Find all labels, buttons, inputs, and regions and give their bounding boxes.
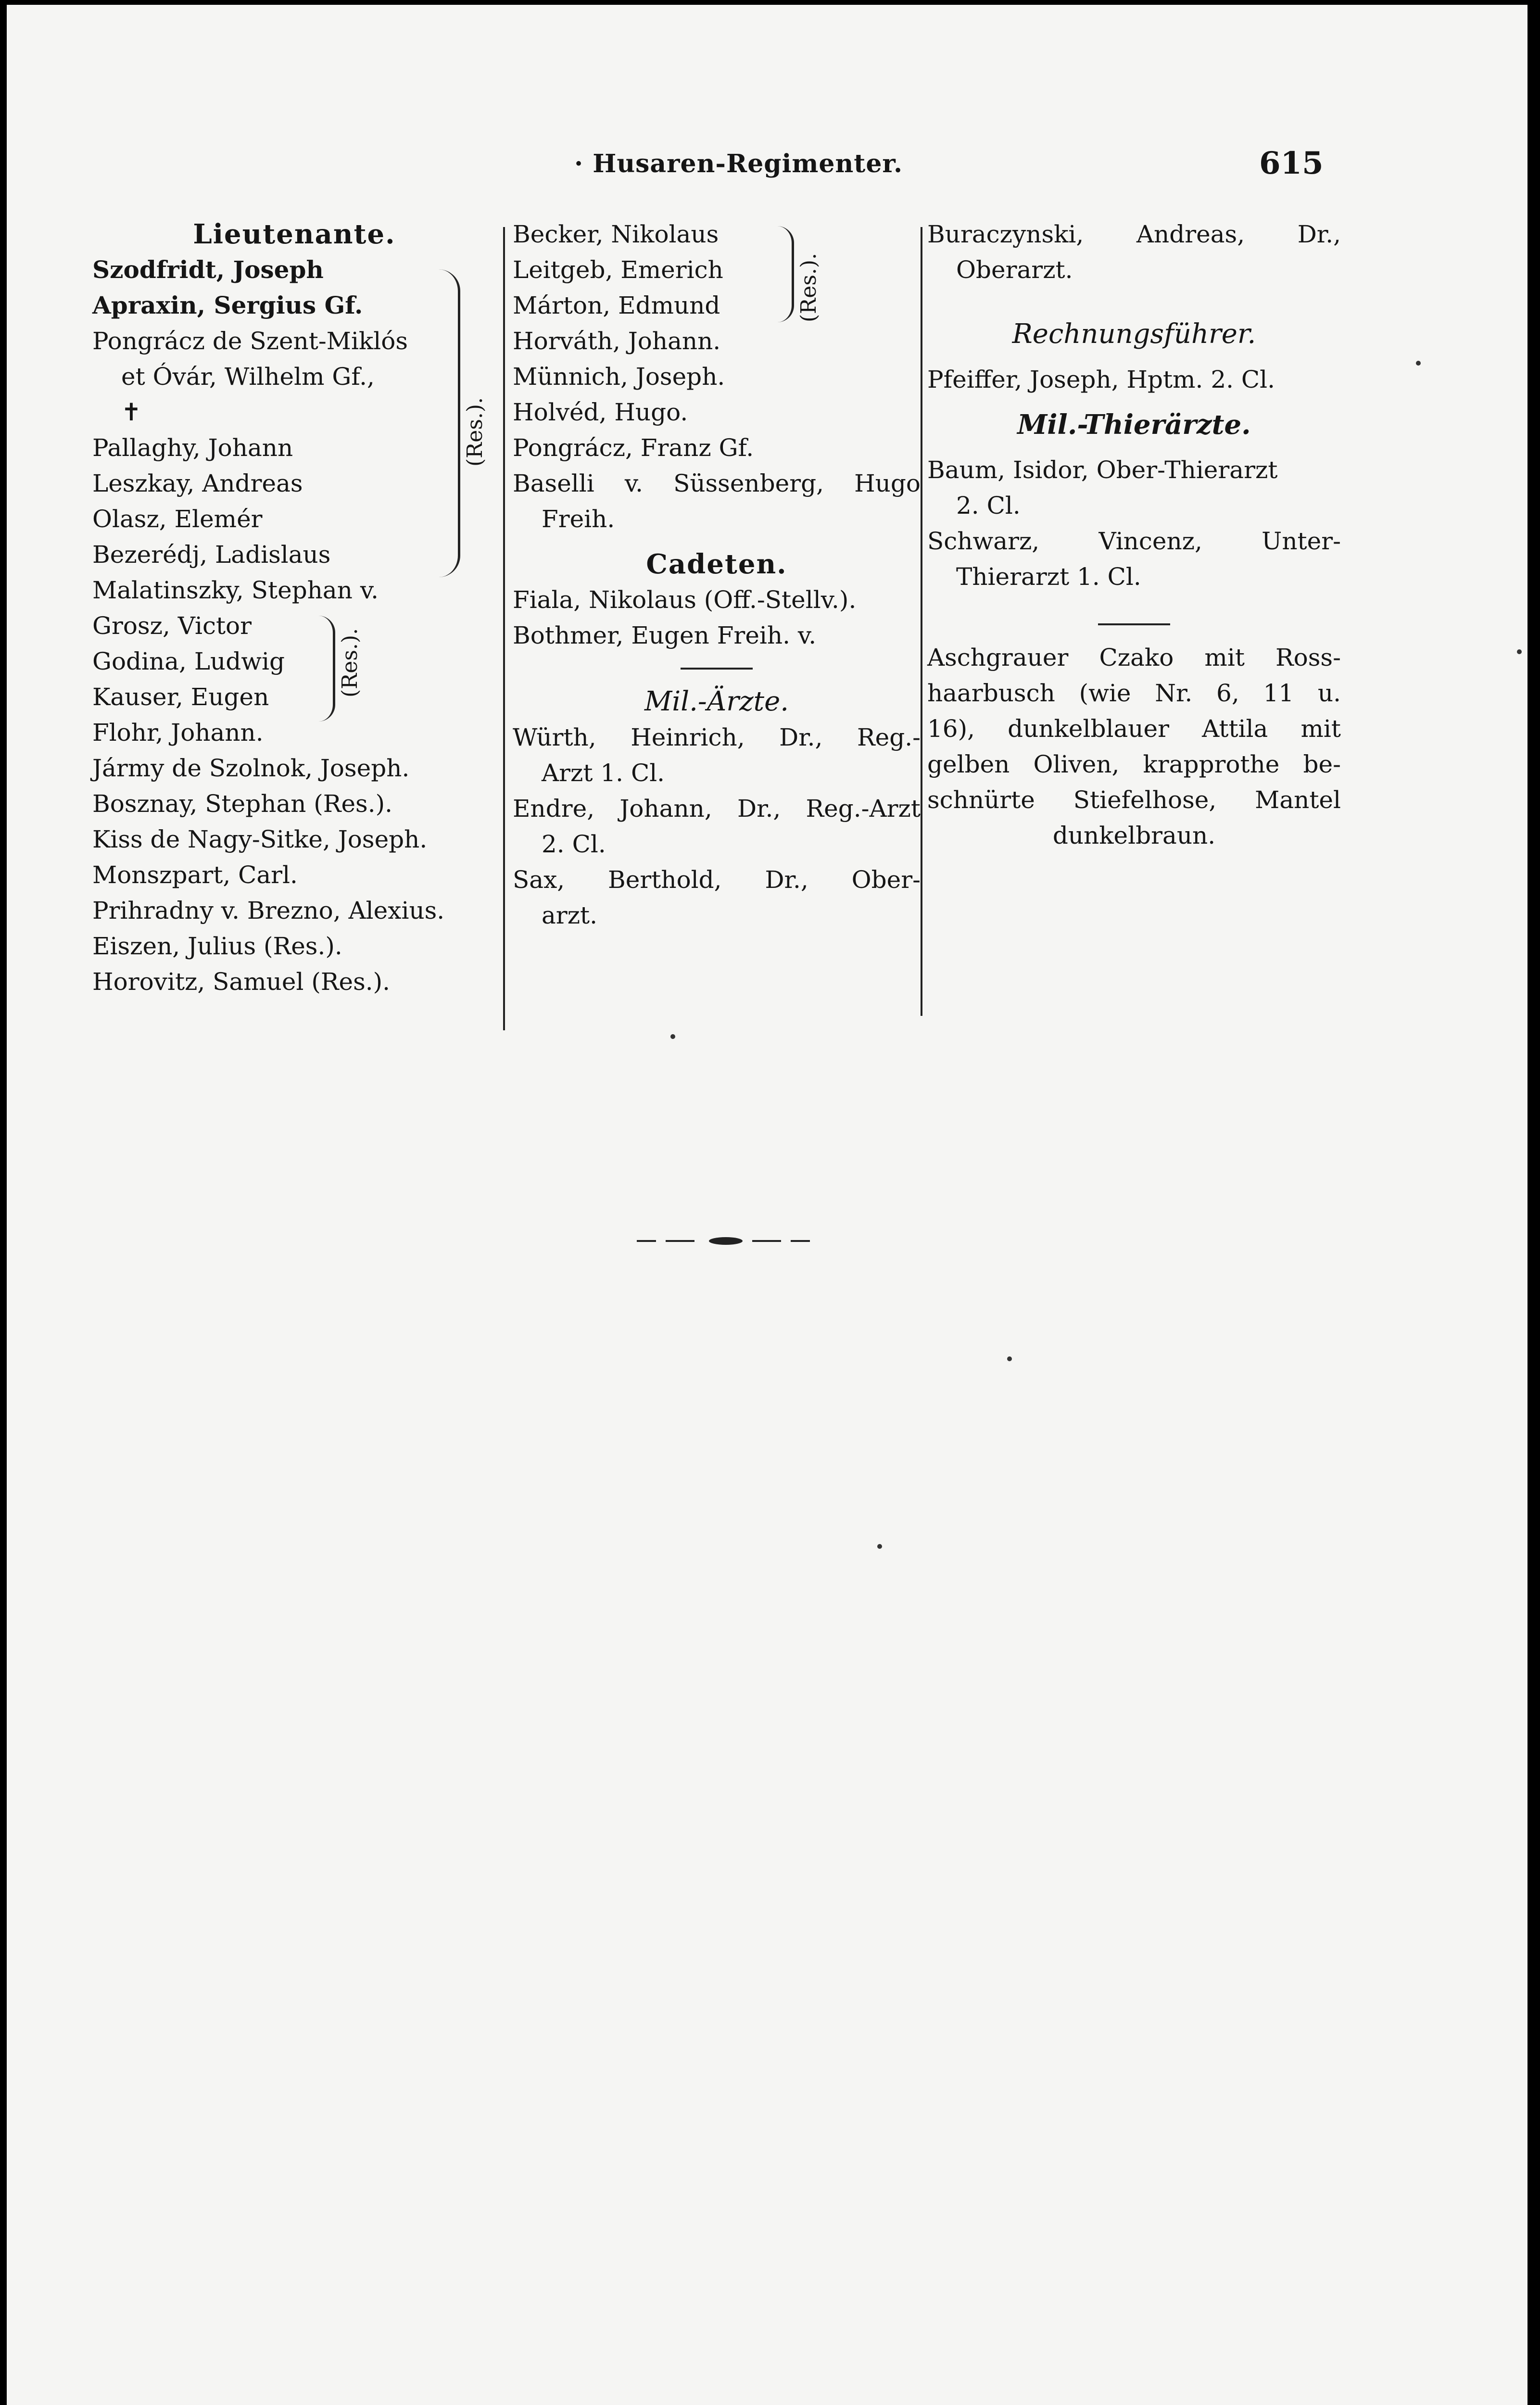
list-item: Bezerédj, Ladislaus [92, 541, 331, 569]
list-item: Oberarzt. [956, 256, 1073, 284]
list-item: Freih. [542, 505, 615, 533]
list-item: Pongrácz de Szent-Miklós [92, 327, 408, 355]
uniform-text: dunkelbraun. [1052, 822, 1216, 849]
uniform-text: 16), dunkelblauer Attila mit [927, 715, 1341, 743]
speck [877, 1544, 882, 1549]
end-ornament [637, 1236, 820, 1246]
list-item: arzt. [542, 901, 598, 929]
list-item: Würth, Heinrich, Dr., Reg.- [513, 723, 921, 751]
list-item: 2. Cl. [542, 830, 606, 858]
list-item: Malatinszky, Stephan v. [92, 576, 379, 604]
list-item: Monszpart, Carl. [92, 861, 298, 889]
res-label: (Res.). [463, 397, 487, 467]
running-title: · Husaren-Regimenter. [574, 149, 903, 178]
res-label: (Res.). [796, 253, 821, 322]
list-item: Kauser, Eugen [92, 683, 269, 711]
list-item: Kiss de Nagy-Sitke, Joseph. [92, 825, 428, 853]
column-middle [513, 216, 921, 933]
uniform-text: schnürte Stiefelhose, Mantel [927, 786, 1341, 814]
group-bracket [318, 616, 335, 722]
running-header [7, 145, 1527, 188]
uniform-text: Aschgrauer Czako mit Ross- [927, 644, 1341, 671]
res-label: (Res.). [338, 628, 362, 697]
speck [1007, 1356, 1012, 1361]
list-item: Leitgeb, Emerich [513, 256, 723, 284]
speck [670, 1034, 675, 1039]
page-number: 615 [1259, 145, 1324, 181]
column-divider [921, 227, 922, 1016]
list-item: Szodfridt, Joseph [92, 255, 324, 284]
list-item: Bothmer, Eugen Freih. v. [513, 621, 817, 649]
list-item: Godina, Ludwig [92, 647, 285, 675]
heading-mil-thieraerzte: Mil.-Thierärzte. [1017, 409, 1251, 441]
list-item: Horovitz, Samuel (Res.). [92, 968, 391, 996]
column-right [927, 216, 1341, 853]
heading-cadeten: Cadeten. [646, 548, 787, 580]
list-item: Olasz, Elemér [92, 505, 263, 533]
column-divider [503, 227, 505, 1030]
list-item: Münnich, Joseph. [513, 363, 725, 391]
heading-rechnungsfuehrer: Rechnungsführer. [1012, 318, 1256, 350]
list-item: Leszkay, Andreas [92, 469, 303, 497]
list-item: Sax, Berthold, Dr., Ober- [513, 866, 921, 894]
list-item: Schwarz, Vincenz, Unter- [927, 527, 1341, 555]
group-bracket [777, 226, 794, 322]
list-item: Endre, Johann, Dr., Reg.-Arzt [513, 795, 921, 823]
list-item: Arzt 1. Cl. [542, 759, 665, 787]
list-item: Flohr, Johann. [92, 719, 264, 747]
list-item: Buraczynski, Andreas, Dr., [927, 220, 1341, 248]
list-item: Horváth, Johann. [513, 327, 721, 355]
list-item: et Óvár, Wilhelm Gf., [121, 363, 375, 391]
list-item: Jármy de Szolnok, Joseph. [92, 754, 410, 782]
list-item: Bosznay, Stephan (Res.). [92, 790, 392, 818]
list-item: Fiala, Nikolaus (Off.-Stellv.). [513, 586, 857, 614]
heading-mil-aerzte: Mil.-Ärzte. [644, 686, 789, 717]
list-item: Baselli v. Süssenberg, Hugo [513, 469, 921, 497]
section-divider [1098, 623, 1170, 625]
list-item: Pongrácz, Franz Gf. [513, 434, 754, 462]
list-item: Pallaghy, Johann [92, 434, 293, 462]
list-item: Pfeiffer, Joseph, Hptm. 2. Cl. [927, 366, 1275, 393]
list-item: Apraxin, Sergius Gf. [92, 291, 363, 319]
list-item: Prihradny v. Brezno, Alexius. [92, 897, 445, 924]
list-item: Eiszen, Julius (Res.). [92, 932, 342, 960]
column-left [92, 216, 496, 1000]
list-item: Holvéd, Hugo. [513, 398, 688, 426]
list-item: Thierarzt 1. Cl. [956, 563, 1141, 591]
speck [1416, 361, 1421, 366]
list-item: Grosz, Victor [92, 612, 252, 640]
uniform-text: gelben Oliven, krapprothe be- [927, 750, 1341, 778]
group-bracket [439, 269, 460, 577]
book-page [7, 5, 1527, 2405]
uniform-text: haarbusch (wie Nr. 6, 11 u. [927, 679, 1341, 707]
list-item: Becker, Nikolaus [513, 220, 719, 248]
speck [1517, 649, 1522, 654]
heading-lieutenante: Lieutenante. [193, 218, 396, 250]
cross-icon: ✝ [121, 398, 141, 426]
section-divider [681, 668, 753, 670]
list-item: Márton, Edmund [513, 291, 720, 319]
list-item: Baum, Isidor, Ober-Thierarzt [927, 456, 1278, 484]
list-item: 2. Cl. [956, 492, 1021, 519]
